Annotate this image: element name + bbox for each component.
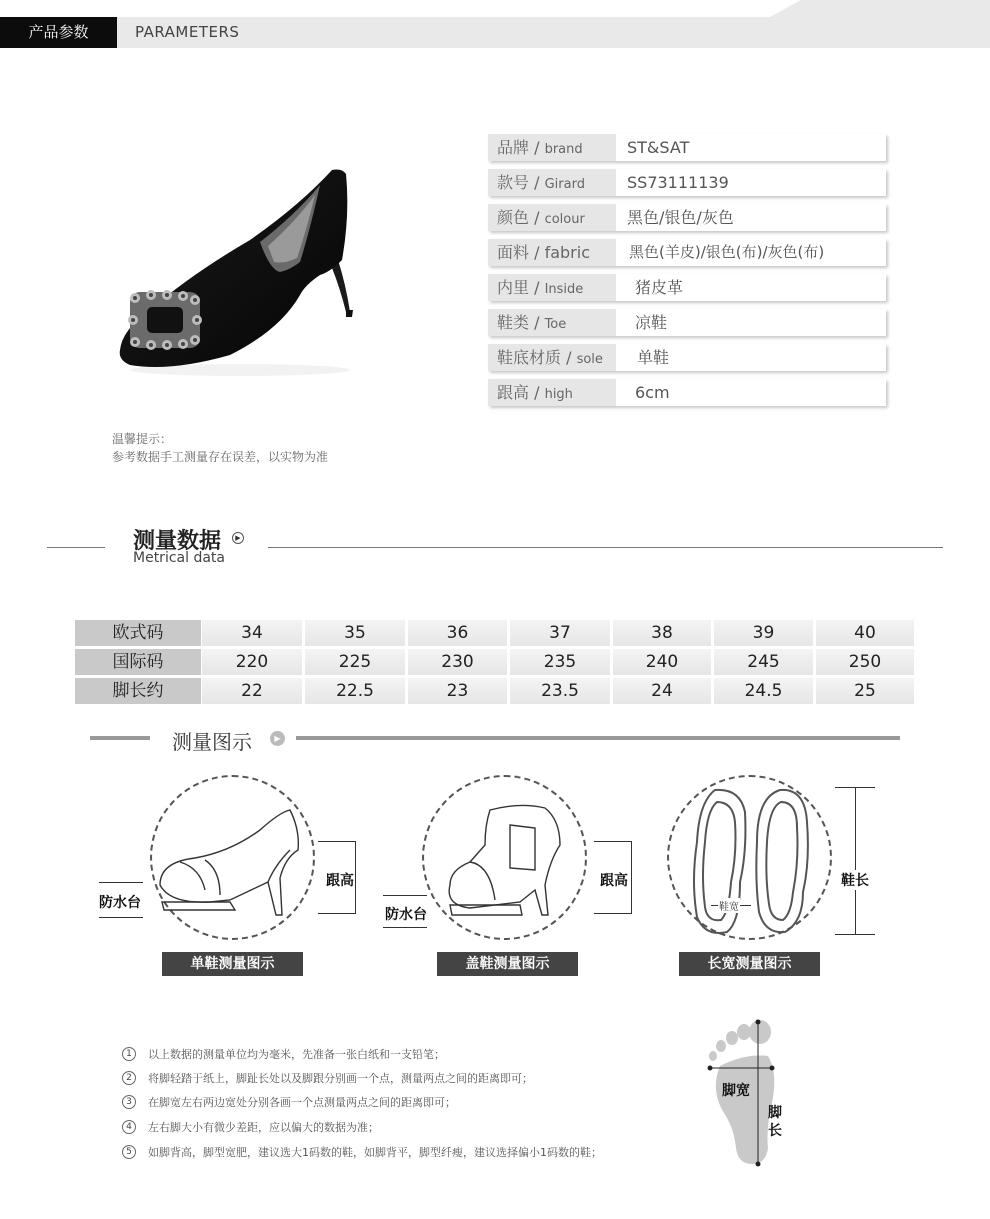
size-cell: 34	[202, 620, 302, 646]
platform-marker-top	[383, 895, 427, 896]
param-value: 单鞋	[637, 348, 670, 367]
param-row-sole: 鞋底材质 / sole 单鞋	[488, 344, 886, 371]
size-cell: 245	[714, 649, 813, 675]
param-key: 面料	[497, 243, 530, 262]
platform-marker-bottom	[383, 927, 427, 928]
heel-marker-top	[594, 841, 632, 842]
size-cell: 35	[305, 620, 405, 646]
header-decoration	[770, 0, 990, 17]
step-number-icon: 3	[122, 1095, 136, 1109]
header-label-en: PARAMETERS	[135, 23, 240, 41]
param-key-en: brand	[544, 142, 583, 157]
pump-outline-icon	[150, 790, 320, 930]
size-cell: 225	[305, 649, 405, 675]
buckle	[128, 290, 202, 350]
heel-marker-bottom	[318, 913, 356, 914]
divider-right	[268, 547, 943, 548]
size-row-label: 欧式码	[75, 620, 201, 646]
divider-left	[47, 547, 105, 548]
step-text: 将脚轻踏于纸上，脚趾长处以及脚跟分别画一个点，测量两点之间的距离即可；	[148, 1072, 533, 1085]
platform-label: 防水台	[385, 907, 427, 923]
diagram-caption: 单鞋测量图示	[162, 952, 303, 976]
param-key: 颜色	[497, 208, 530, 227]
param-row-model: 款号 / Girard SS73111139	[488, 169, 886, 196]
platform-marker-top	[99, 882, 143, 883]
size-cell: 24.5	[714, 678, 813, 704]
product-shoe-image	[110, 160, 370, 380]
size-cell: 240	[613, 649, 711, 675]
diagram-caption: 盖鞋测量图示	[437, 952, 578, 976]
heel-height-label: 跟高	[600, 873, 628, 889]
step-number-icon: 4	[122, 1120, 136, 1134]
param-value: 6cm	[635, 383, 670, 402]
step-number-icon: 5	[122, 1145, 136, 1159]
heel-marker-bottom	[594, 913, 632, 914]
param-key-en: Girard	[544, 177, 585, 192]
heel-marker-line	[355, 841, 356, 913]
step-number-icon: 2	[122, 1071, 136, 1085]
step-text: 左右脚大小有微少差距，应以偏大的数据为准；	[148, 1121, 379, 1134]
size-cell: 22	[202, 678, 302, 704]
param-value: 凉鞋	[635, 313, 668, 332]
param-row-fabric: 面料 / fabric 黑色(羊皮)/银色(布)/灰色(布)	[488, 239, 886, 266]
foot-length-label: 长	[768, 1123, 782, 1139]
diagram-caption: 长宽测量图示	[679, 952, 820, 976]
param-key: 品牌	[497, 138, 530, 157]
param-key-en: colour	[544, 212, 585, 227]
foot-width-label: 脚宽	[722, 1083, 750, 1099]
size-row-label: 国际码	[75, 649, 201, 675]
tip-title: 温馨提示：	[112, 432, 173, 446]
tip-text: 参考数据手工测量存在误差，以实物为准	[112, 450, 329, 464]
size-cell: 22.5	[305, 678, 405, 704]
bootie-outline-icon	[430, 790, 580, 930]
param-value: ST&SAT	[627, 138, 690, 157]
param-value: SS73111139	[627, 173, 729, 192]
size-cell: 23	[408, 678, 507, 704]
step-number-icon: 1	[122, 1047, 136, 1061]
arrow-right-icon: ▶	[270, 731, 285, 746]
size-cell: 250	[816, 649, 914, 675]
shoe-soles-outline-icon	[685, 782, 815, 942]
size-cell: 230	[408, 649, 507, 675]
divider-right	[296, 736, 900, 740]
size-cell: 40	[816, 620, 914, 646]
arrow-right-icon: ▶	[232, 532, 244, 544]
param-key-en: high	[544, 387, 573, 402]
param-value: 猪皮革	[635, 278, 684, 297]
step-text: 以上数据的测量单位均为毫米，先准备一张白纸和一支铅笔；	[148, 1048, 445, 1061]
param-key-en: Toe	[544, 317, 567, 332]
param-value: 黑色(羊皮)/银色(布)/灰色(布)	[629, 243, 825, 261]
param-row-brand: 品牌 / brand ST&SAT	[488, 134, 886, 161]
size-cell: 39	[714, 620, 813, 646]
platform-label: 防水台	[99, 895, 141, 911]
size-cell: 235	[510, 649, 610, 675]
step-text: 在脚宽左右两边宽处分别各画一个点测量两点之间的距离即可；	[148, 1096, 456, 1109]
param-key: 鞋底材质	[497, 348, 562, 367]
size-cell: 37	[510, 620, 610, 646]
param-row-toe: 鞋类 / Toe 凉鞋	[488, 309, 886, 336]
heel-marker-line	[631, 841, 632, 913]
size-row-label: 脚长约	[75, 678, 201, 704]
foot-length-label: 脚	[768, 1105, 782, 1121]
heel-height-label: 跟高	[326, 873, 354, 889]
size-cell: 38	[613, 620, 711, 646]
length-marker-line	[855, 787, 856, 934]
param-row-heel-height: 跟高 / high 6cm	[488, 379, 886, 406]
platform-marker-bottom	[99, 917, 143, 918]
param-row-colour: 颜色 / colour 黑色/银色/灰色	[488, 204, 886, 231]
divider-left	[90, 736, 150, 740]
param-value: 黑色/银色/灰色	[627, 208, 734, 227]
param-key-en: sole	[576, 352, 603, 367]
metrical-title: 测量数据	[133, 529, 222, 554]
size-cell: 220	[202, 649, 302, 675]
size-cell: 36	[408, 620, 507, 646]
header-label-cn: 产品参数	[0, 17, 117, 48]
param-row-inside: 内里 / Inside 猪皮革	[488, 274, 886, 301]
param-key-en: Inside	[544, 282, 584, 297]
diagram-title: 测量图示	[172, 730, 252, 754]
metrical-subtitle: Metrical data	[133, 550, 225, 566]
size-cell: 24	[613, 678, 711, 704]
step-text: 如脚背高，脚型宽肥，建议选大1码数的鞋，如脚背平，脚型纤瘦，建议选择偏小1码数的鞋；	[148, 1146, 602, 1159]
size-cell: 25	[816, 678, 914, 704]
size-cell: 23.5	[510, 678, 610, 704]
heel-marker-top	[318, 841, 356, 842]
param-key: 款号	[497, 173, 530, 192]
param-key: 鞋类	[497, 313, 530, 332]
shoe-length-label: 鞋长	[841, 870, 869, 890]
shoe-width-label: 鞋宽	[718, 898, 740, 913]
param-key: 跟高	[497, 383, 530, 402]
param-key-en: fabric	[544, 243, 590, 262]
param-key: 内里	[497, 278, 530, 297]
length-marker-bottom	[835, 934, 875, 935]
